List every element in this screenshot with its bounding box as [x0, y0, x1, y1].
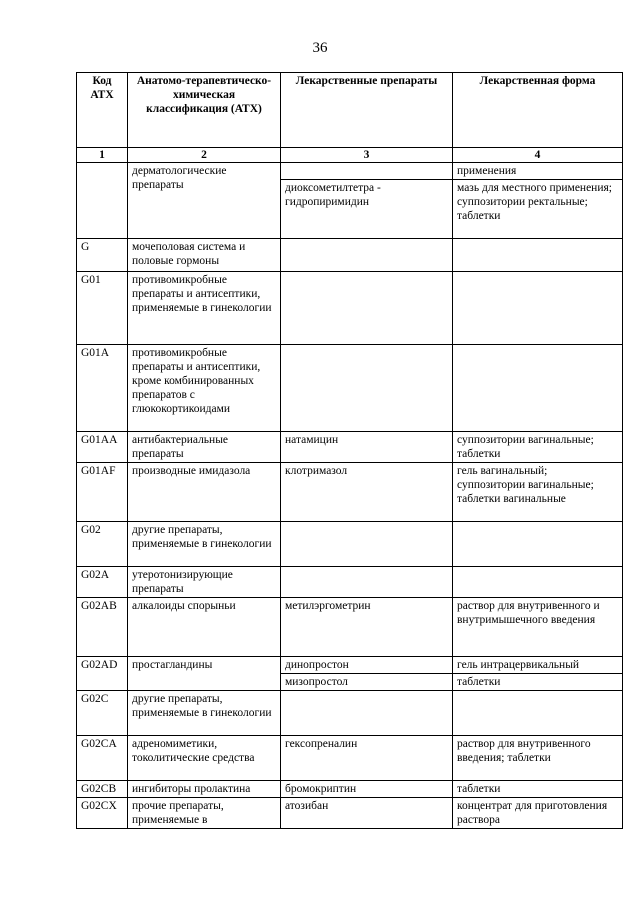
drug-name: [281, 163, 453, 180]
atx-table: [76, 72, 623, 829]
drug-name: натамицин: [281, 432, 453, 463]
drug-name: атозибан: [281, 798, 453, 829]
drug-name: гексопреналин: [281, 736, 453, 781]
header-drugs: Лекарственные препараты: [281, 73, 453, 148]
dosage-form: таблетки: [453, 781, 623, 798]
column-number: 2: [128, 148, 281, 163]
atx-code: [77, 163, 128, 239]
atx-code: G01A: [77, 345, 128, 432]
dosage-form: раствор для внутривенного введения; таблетки: [453, 736, 623, 781]
atx-classification: противомикробные препараты и антисептики, кроме комбинированных препаратов с глюкокортикоидами: [128, 345, 281, 432]
drug-name: [281, 691, 453, 736]
dosage-form: гель вагинальный; суппозитории вагинальные; таблетки вагинальные: [453, 463, 623, 522]
atx-code: G02CA: [77, 736, 128, 781]
dosage-form: [453, 567, 623, 598]
drug-name: клотримазол: [281, 463, 453, 522]
table-row: [77, 432, 623, 463]
drug-name: диоксометилтетра - гидропиримидин: [281, 180, 453, 239]
dosage-form: [453, 345, 623, 432]
atx-classification: простагландины: [128, 657, 281, 691]
column-number-row: [77, 148, 623, 163]
atx-code: G02CX: [77, 798, 128, 829]
table-row: [77, 691, 623, 736]
dosage-form: суппозитории вагинальные; таблетки: [453, 432, 623, 463]
drug-name: бромокриптин: [281, 781, 453, 798]
header-form: Лекарственная форма: [453, 73, 623, 148]
atx-classification: утеротонизирующие препараты: [128, 567, 281, 598]
table-row: [77, 598, 623, 657]
header-code: Код АТХ: [77, 73, 128, 148]
table-row: [77, 781, 623, 798]
drug-name: мизопростол: [281, 674, 453, 691]
table-row: [77, 272, 623, 345]
header-row: [77, 73, 623, 148]
table-row: [77, 657, 623, 674]
drug-name: [281, 272, 453, 345]
atx-classification: ингибиторы пролактина: [128, 781, 281, 798]
atx-code: G: [77, 239, 128, 272]
atx-classification: прочие препараты, применяемые в: [128, 798, 281, 829]
dosage-form: раствор для внутривенного и внутримышечного введения: [453, 598, 623, 657]
atx-code: G02: [77, 522, 128, 567]
drug-name: [281, 239, 453, 272]
dosage-form: концентрат для приготовления раствора: [453, 798, 623, 829]
atx-code: G01AA: [77, 432, 128, 463]
drug-name: [281, 522, 453, 567]
column-number: 4: [453, 148, 623, 163]
dosage-form: [453, 522, 623, 567]
atx-classification: алкалоиды спорыньи: [128, 598, 281, 657]
atx-code: G02A: [77, 567, 128, 598]
atx-code: G02CB: [77, 781, 128, 798]
table-row: [77, 522, 623, 567]
dosage-form: применения: [453, 163, 623, 180]
atx-code: G02AB: [77, 598, 128, 657]
atx-code: G01AF: [77, 463, 128, 522]
atx-code: G02AD: [77, 657, 128, 691]
atx-classification: противомикробные препараты и антисептики, применяемые в гинекологии: [128, 272, 281, 345]
atx-classification: антибактериальные препараты: [128, 432, 281, 463]
header-classification: Анатомо-терапевтическо-химическая классификация (АТХ): [128, 73, 281, 148]
atx-classification: другие препараты, применяемые в гинекологии: [128, 691, 281, 736]
drug-name: [281, 345, 453, 432]
atx-code: G02C: [77, 691, 128, 736]
atx-classification: адреномиметики, токолитические средства: [128, 736, 281, 781]
drug-name: динопростон: [281, 657, 453, 674]
dosage-form: [453, 272, 623, 345]
table-row: [77, 798, 623, 829]
atx-classification: мочеполовая система и половые гормоны: [128, 239, 281, 272]
column-number: 3: [281, 148, 453, 163]
page-number: 36: [312, 40, 328, 56]
atx-classification: другие препараты, применяемые в гинекологии: [128, 522, 281, 567]
dosage-form: [453, 239, 623, 272]
dosage-form: гель интрацервикальный: [453, 657, 623, 674]
dosage-form: таблетки: [453, 674, 623, 691]
atx-code: G01: [77, 272, 128, 345]
dosage-form: [453, 691, 623, 736]
table-row: [77, 239, 623, 272]
dosage-form: мазь для местного применения; суппозитории ректальные; таблетки: [453, 180, 623, 239]
table-row: [77, 567, 623, 598]
table-row: [77, 463, 623, 522]
column-number: 1: [77, 148, 128, 163]
drug-name: метилэргометрин: [281, 598, 453, 657]
drug-name: [281, 567, 453, 598]
table-row: [77, 163, 623, 180]
table-row: [77, 345, 623, 432]
atx-classification: дерматологические препараты: [128, 163, 281, 239]
table-row: [77, 736, 623, 781]
atx-classification: производные имидазола: [128, 463, 281, 522]
